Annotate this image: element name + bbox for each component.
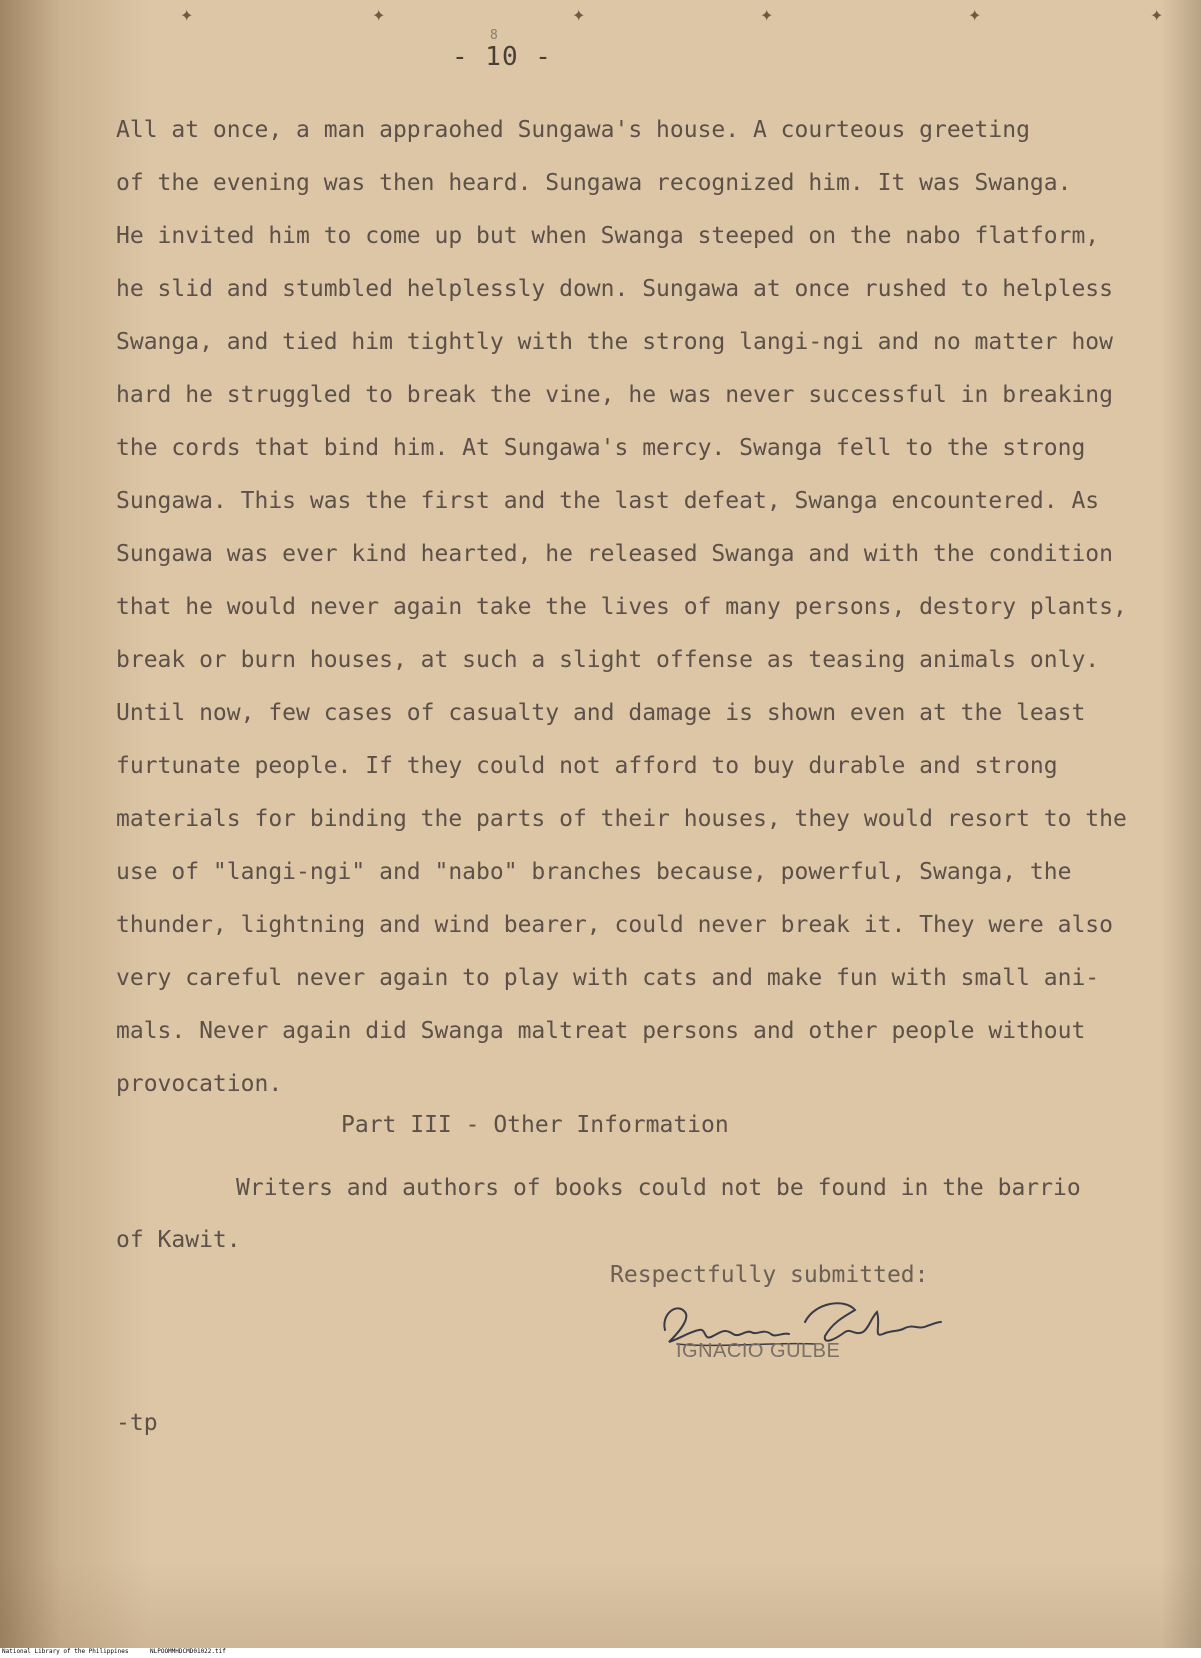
section-heading: Part III - Other Information xyxy=(341,1112,729,1138)
text-line: of Kawit. xyxy=(116,1227,241,1253)
text-line: Swanga, and tied him tightly with the strong langi-ngi and no matter how xyxy=(116,329,1113,355)
story-paragraph xyxy=(116,104,1127,1111)
text-line: Until now, few cases of casualty and damage is shown even at the least xyxy=(116,700,1086,726)
text-line: provocation. xyxy=(116,1071,283,1097)
text-line: of the evening was then heard. Sungawa recognized him. It was Swanga. xyxy=(116,170,1072,196)
tack-mark: ✦ xyxy=(572,6,586,25)
footer-file-id: NLPOOMMHDCMD01022.tif xyxy=(150,1648,226,1655)
text-line: thunder, lightning and wind bearer, could never break it. They were also xyxy=(116,912,1113,938)
text-line: that he would never again take the lives of many persons, destory plants, xyxy=(116,594,1127,620)
text-line: break or burn houses, at such a slight offense as teasing animals only. xyxy=(116,647,1100,673)
text-line: materials for binding the parts of their houses, they would resort to the xyxy=(116,806,1127,832)
text-line: he slid and stumbled helplessly down. Sungawa at once rushed to helpless xyxy=(116,276,1113,302)
text-line: He invited him to come up but when Swanga steeped on the nabo flatform, xyxy=(116,223,1100,249)
text-line: Sungawa was ever kind hearted, he released Swanga and with the condition xyxy=(116,541,1113,567)
text-line: very careful never again to play with cats and make fun with small ani- xyxy=(116,965,1100,991)
text-line: furtunate people. If they could not afford to buy durable and strong xyxy=(116,753,1058,779)
text-line: the cords that bind him. At Sungawa's mercy. Swanga fell to the strong xyxy=(116,435,1086,461)
other-information-paragraph xyxy=(116,1162,1116,1266)
tack-mark: ✦ xyxy=(760,6,774,25)
footer-library: National Library of the Philippines xyxy=(2,1648,129,1655)
tack-mark: ✦ xyxy=(968,6,982,25)
text-line: Writers and authors of books could not be found in the barrio xyxy=(236,1175,1081,1201)
typist-initials: -tp xyxy=(116,1410,158,1436)
signer-name: IGNACIO GULBE xyxy=(676,1340,841,1362)
tack-mark: ✦ xyxy=(1150,6,1164,25)
page-number: - 10 - xyxy=(452,42,552,72)
page-number-pencil: 8 xyxy=(490,28,498,43)
text-line: Sungawa. This was the first and the last defeat, Swanga encountered. As xyxy=(116,488,1100,514)
text-line: All at once, a man appraohed Sungawa's house. A courteous greeting xyxy=(116,117,1030,143)
archive-footer xyxy=(0,1648,1201,1658)
tack-mark: ✦ xyxy=(372,6,386,25)
text-line: hard he struggled to break the vine, he was never successful in breaking xyxy=(116,382,1113,408)
text-line: use of "langi-ngi" and "nabo" branches because, powerful, Swanga, the xyxy=(116,859,1072,885)
tack-mark: ✦ xyxy=(180,6,194,25)
text-line: mals. Never again did Swanga maltreat persons and other people without xyxy=(116,1018,1086,1044)
closing-phrase: Respectfully submitted: xyxy=(610,1262,929,1288)
